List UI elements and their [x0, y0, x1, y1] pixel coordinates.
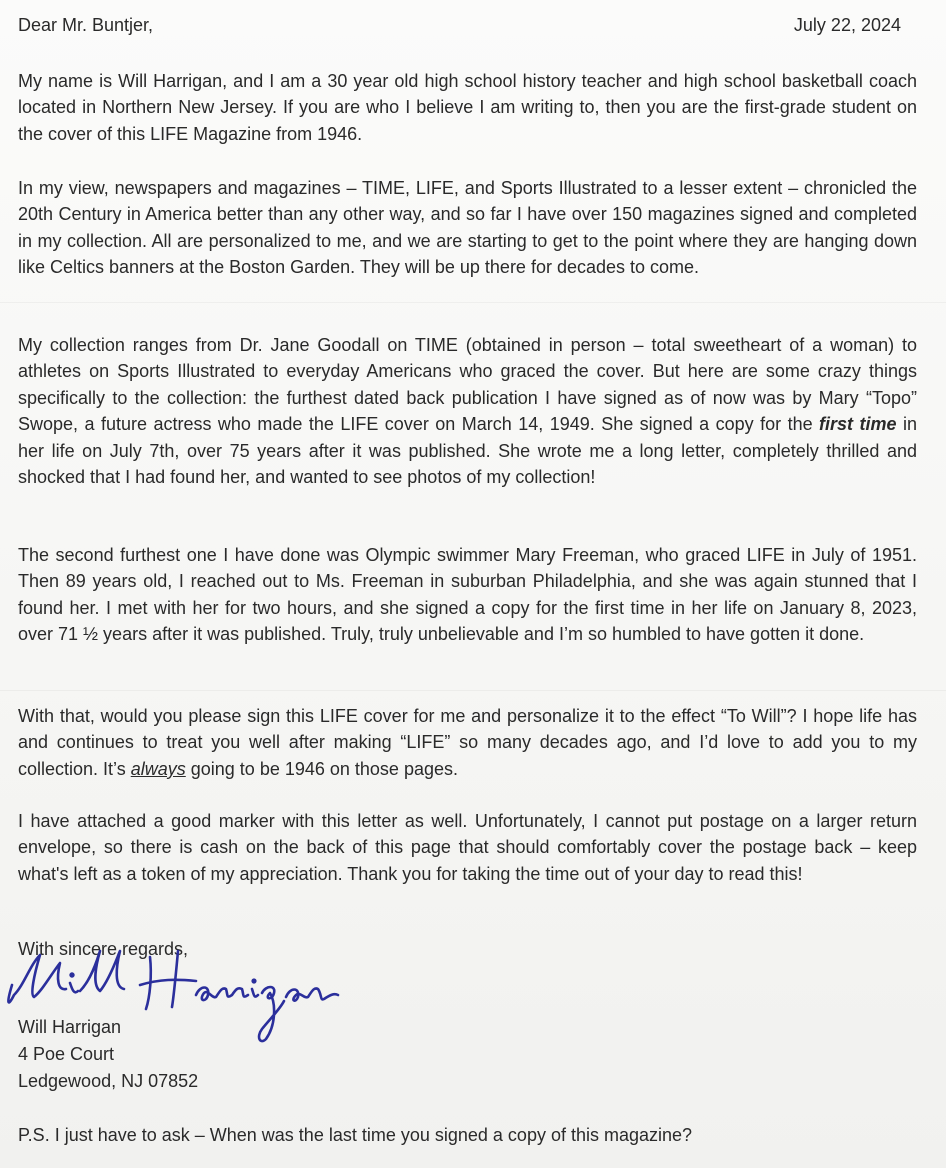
text-run: With that, would you please sign this LIFE cover for me and personalize it to the effect “To Will”? I hope life has and continues to treat you well after making “LIFE” so many decades ago, and I’d love to add you to my collection. It’s: [18, 706, 917, 779]
handwritten-signature: [0, 945, 360, 1055]
address-city-state-zip: Ledgewood, NJ 07852: [18, 1071, 199, 1091]
sender-name: Will Harrigan: [18, 1017, 122, 1037]
paragraph-collection-highlights: [18, 332, 917, 490]
paragraph-second-furthest: The second furthest one I have done was Olympic swimmer Mary Freeman, who graced LIFE in July of 1951. Then 89 years old, I reached out to Ms. Freeman in suburban Philadelphia, and she was again stunned that I found her. I met with her for two hours, and she signed a copy for the first time in her life on January 8, 2023, over 71 ½ years after it was published. Truly, truly unbelievable and I’m so humbled to have gotten it done.: [18, 545, 917, 645]
paragraph-request: [18, 703, 917, 782]
address-street: 4 Poe Court: [18, 1044, 115, 1064]
text-run: in her life on July 7th, over 75 years after it was published. She wrote me a long letter, completely thrilled and shocked that I had found her, and wanted to see photos of my collection!: [18, 414, 917, 488]
text-run: My collection ranges from Dr. Jane Goodall on TIME (obtained in person – total sweetheart of a woman) to athletes on Sports Illustrated to everyday Americans who graced the cover. But here are some crazy things specifically to the collection: the furthest dated back publication I have signed as of now was by Mary “Topo” Swope, a future actress who made the LIFE cover on March 14, 1949. She signed a copy for the: [18, 335, 917, 435]
postscript: P.S. I just have to ask – When was the last time you signed a copy of this magazine?: [18, 1125, 693, 1145]
emphasis-first-time: first time: [819, 414, 897, 435]
emphasis-always: always: [130, 758, 186, 779]
paragraph-postage: I have attached a good marker with this letter as well. Unfortunately, I cannot put postage on a larger return envelope, so there is cash on the back of this page that should comfortably cover the postage back – keep what's left as a token of my appreciation. Thank you for taking the time out of your day to read this!: [18, 811, 917, 884]
text-run: going to be 1946 on those pages.: [185, 758, 458, 779]
paper-fold-line: [0, 690, 946, 691]
paper-fold-line: [0, 302, 946, 303]
salutation: Dear Mr. Buntjer,: [18, 15, 154, 35]
letter-date: July 22, 2024: [793, 15, 901, 35]
paragraph-collection-overview: In my view, newspapers and magazines – TIME, LIFE, and Sports Illustrated to a lesser extent – chronicled the 20th Century in America better than any other way, and so far I have over 150 magazines signed and completed in my collection. All are personalized to me, and we are starting to get to the point where they are hanging down like Celtics banners at the Boston Garden. They will be up there for decades to come.: [18, 178, 917, 278]
closing-line: With sincere regards,: [18, 939, 189, 959]
paragraph-introduction: My name is Will Harrigan, and I am a 30 year old high school history teacher and high school basketball coach located in Northern New Jersey. If you are who I believe I am writing to, then you are the first-grade student on the cover of this LIFE Magazine from 1946.: [18, 71, 917, 144]
